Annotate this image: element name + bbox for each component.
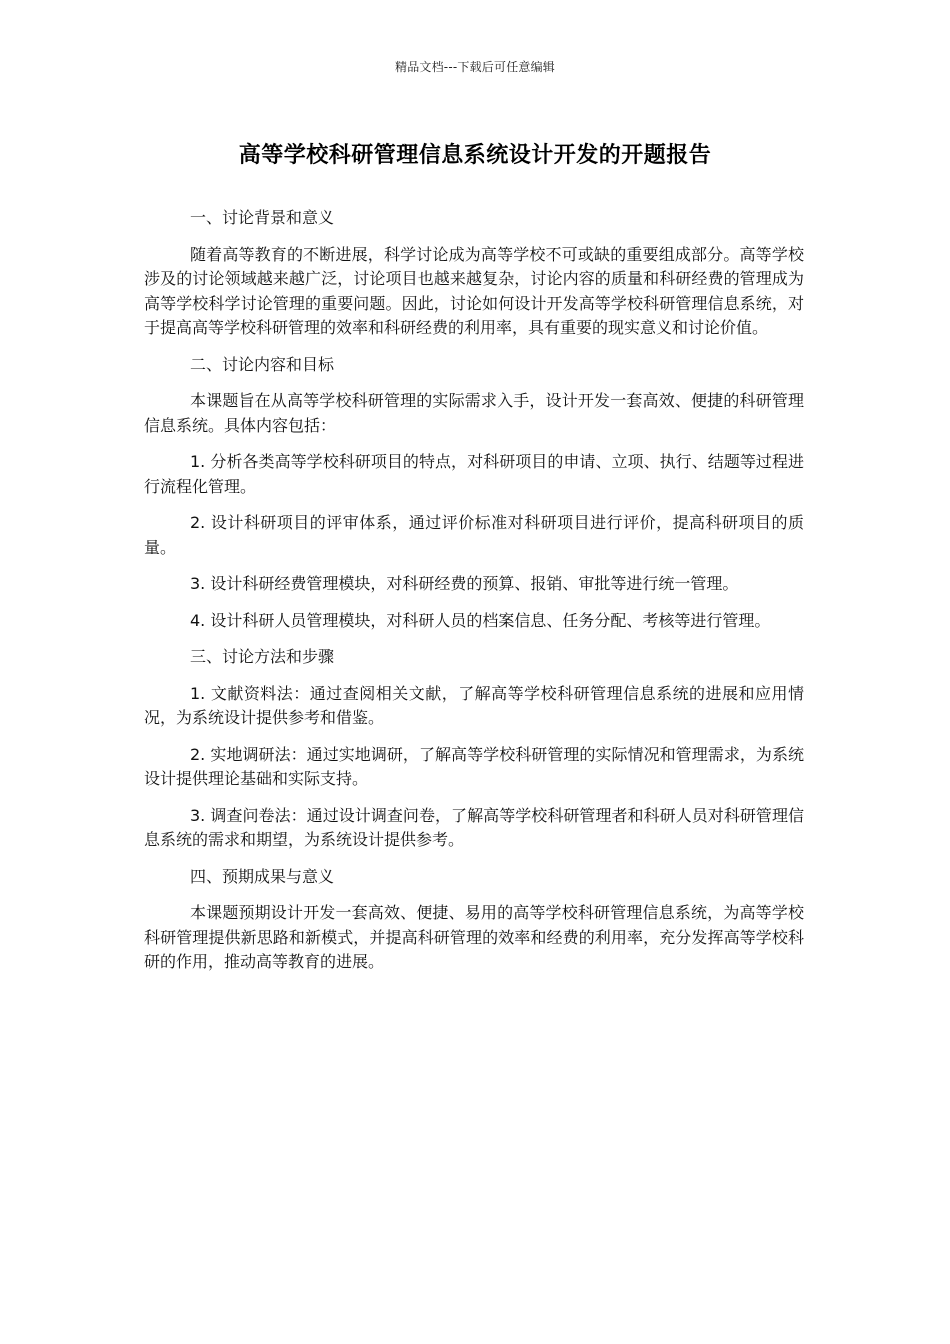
paragraph: 本课题预期设计开发一套高效、便捷、易用的高等学校科研管理信息系统，为高等学校科研管理提供新思路和新模式，并提高科研管理的效率和经费的利用率，充分发挥高等学校科研的作用，推动高等教育的进展。 xyxy=(144,903,804,971)
section-heading: 一、讨论背景和意义 xyxy=(190,208,335,227)
list-item: 3. 调查问卷法：通过设计调查问卷，了解高等学校科研管理者和科研人员对科研管理信息系统的需求和期望，为系统设计提供参考。 xyxy=(144,805,804,849)
list-item: 4. 设计科研人员管理模块，对科研人员的档案信息、任务分配、考核等进行管理。 xyxy=(190,610,771,630)
section-heading: 四、预期成果与意义 xyxy=(190,866,335,886)
list-item: 2. 实地调研法：通过实地调研，了解高等学校科研管理的实际情况和管理需求，为系统设计提供理论基础和实际支持。 xyxy=(144,744,804,788)
paragraph: 本课题旨在从高等学校科研管理的实际需求入手，设计开发一套高效、便捷的科研管理信息系统。具体内容包括： xyxy=(144,391,804,435)
section-heading: 二、讨论内容和目标 xyxy=(190,354,335,374)
section-expected-results xyxy=(144,865,804,975)
list-item: 1. 分析各类高等学校科研项目的特点，对科研项目的申请、立项、执行、结题等过程进行流程化管理。 xyxy=(144,452,804,496)
section-methods xyxy=(144,645,804,853)
list-item: 2. 设计科研项目的评审体系，通过评价标准对科研项目进行评价，提高科研项目的质量。 xyxy=(144,513,804,557)
list-item: 1. 文献资料法：通过查阅相关文献，了解高等学校科研管理信息系统的进展和应用情况，为系统设计提供参考和借鉴。 xyxy=(144,683,804,727)
paragraph: 随着高等教育的不断进展，科学讨论成为高等学校不可或缺的重要组成部分。高等学校涉及的讨论领域越来越广泛，讨论项目也越来越复杂，讨论内容的质量和科研经费的管理成为高等学校科学讨论管理的重要问题。因此，讨论如何设计开发高等学校科研管理信息系统，对于提高高等学校科研管理的效率和科研经费的利用率，具有重要的现实意义和讨论价值。 xyxy=(144,244,804,337)
header-note: 精品文档---下载后可任意编辑 xyxy=(395,60,555,74)
section-heading: 三、讨论方法和步骤 xyxy=(190,647,335,666)
document-body xyxy=(144,206,804,987)
section-content-goals xyxy=(144,353,804,634)
list-item: 3. 设计科研经费管理模块，对科研经费的预算、报销、审批等进行统一管理。 xyxy=(190,574,739,593)
document-title: 高等学校科研管理信息系统设计开发的开题报告 xyxy=(238,143,712,168)
section-background xyxy=(144,206,804,341)
